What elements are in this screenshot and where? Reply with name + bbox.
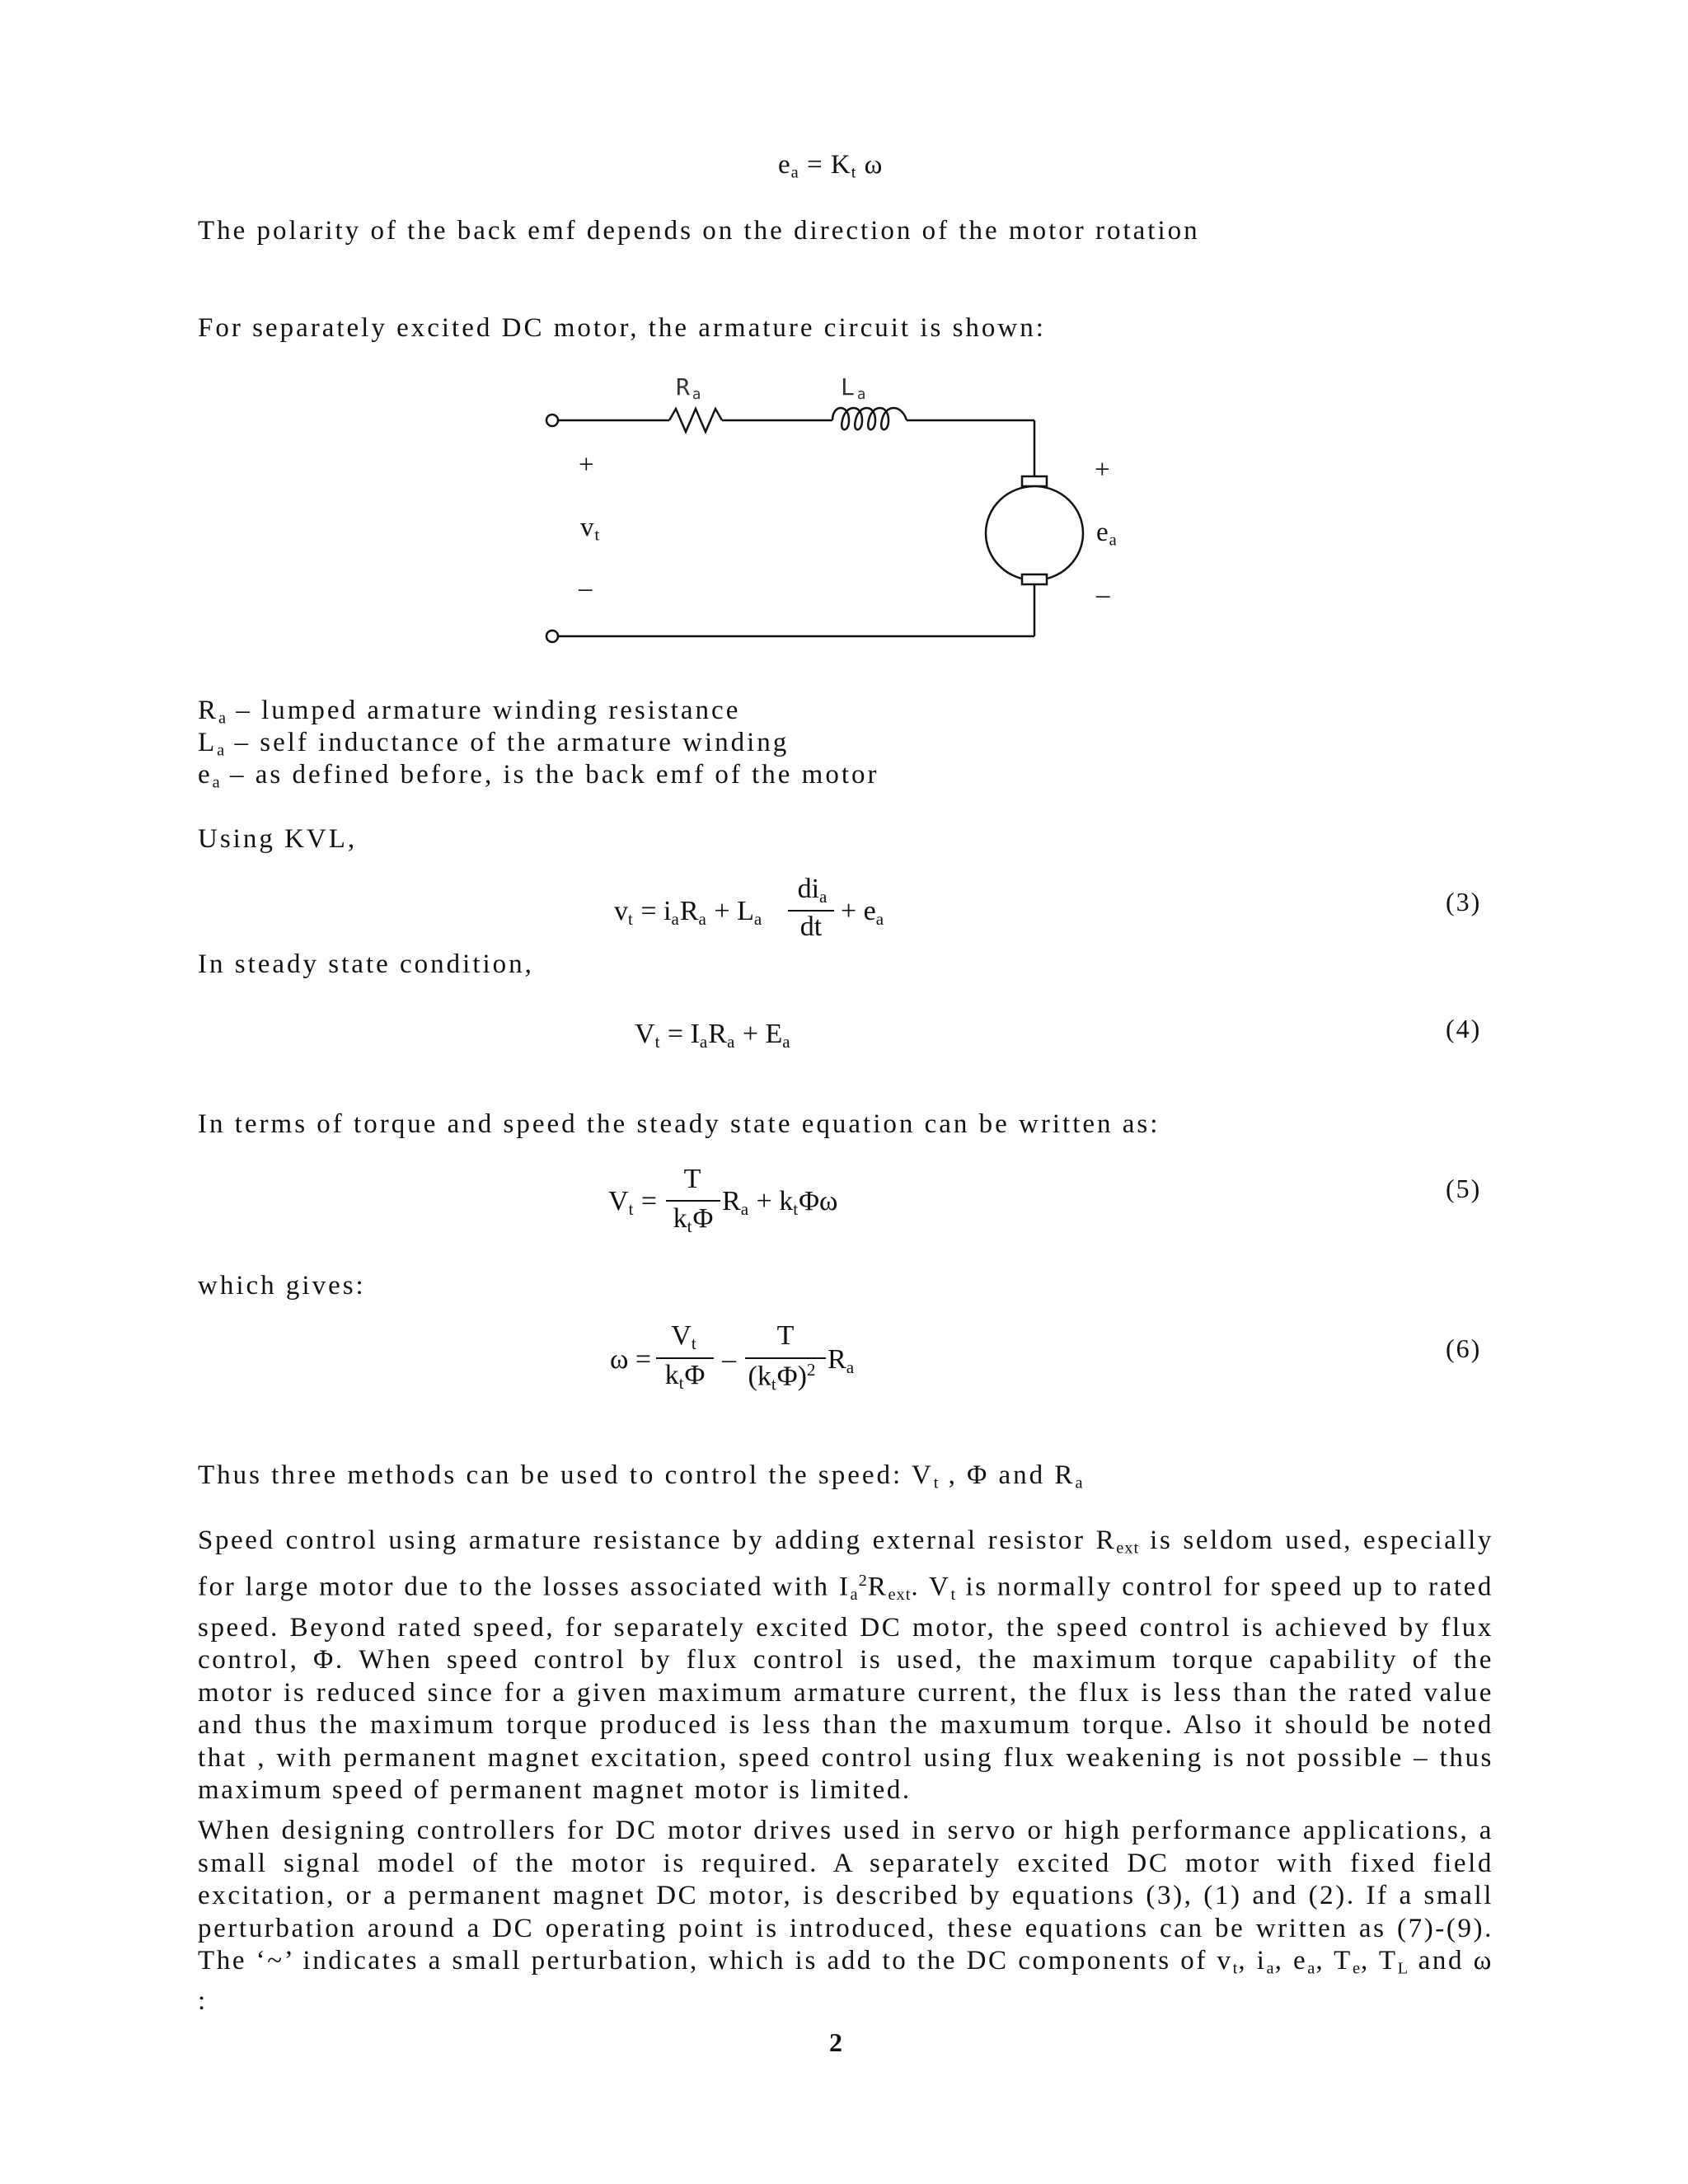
plus-left: + [579,450,597,480]
eq3-denominator: dt [799,912,823,942]
paragraph-small-signal-model: When designing controllers for DC motor drives used in servo or high performance applications, a small signal model of the motor is required. A separately excited DC motor with fixed field excitation, or a permanent magnet DC motor, is described by equations (3), (1) and (2). If a small perturbation around a DC operating point is introduced, these equations can be written as (7)-(9). The ‘~’ indicates a small perturbation, which is add to the DC components of $v_t$, $i_a$, $e_a$, $T_e$, $T_L$ and ω : [198,1816,1494,2017]
three-methods-text: Thus three methods can be used to control the speed: $V_t$ , Φ and $R_a$ [198,1460,1084,1493]
eq5-numerator: T [683,1164,701,1194]
which-gives-text: which gives: [198,1271,366,1301]
definition-ea: $e_a$ – as defined before, is the back emf of the motor [198,760,879,792]
eq3-numerator: $di_a$ [797,874,828,907]
using-kvl-text: Using KVL, [198,824,358,854]
terminal-bottom [546,630,558,642]
motor-symbol [986,486,1083,580]
equation-4: $V_t = I_aR_a + E_a$ [635,1019,791,1052]
equation-3: $v_t = i_aR_a + L_a$ [614,896,763,929]
definition-la: $L_a$ – self inductance of the armature winding [198,728,790,760]
eq3-tail: + $e_a$ [841,896,885,929]
eq6-fraction-bar-1 [656,1357,714,1359]
separately-excited-text: For separately excited DC motor, the armature circuit is shown: [198,313,1046,343]
ra-label: $R_a$ [676,373,702,403]
eq6-denominator-1: $k_t\Phi$ [664,1360,706,1393]
equation-5-rhs: $R_a + k_t\Phi\omega$ [722,1186,838,1219]
equation-5-lhs: $V_t$ = [608,1186,658,1219]
eq6-denominator-2: $(k_t\Phi)^2$ [748,1360,817,1394]
minus-left: – [579,574,595,603]
equation-3-number: (3) [1446,887,1482,916]
eq6-numerator-1: $V_t$ [671,1320,697,1353]
vt-label: $v_t$ [580,513,601,545]
top-equation: $e_a = K_t$ ω [778,150,884,182]
equation-6-lhs: ω = [610,1344,652,1375]
la-label: $L_a$ [841,373,867,403]
torque-speed-text: In terms of torque and speed the steady state equation can be written as: [198,1109,1160,1139]
eq5-fraction-bar [666,1200,720,1202]
equation-6-number: (6) [1446,1333,1482,1363]
terminal-top [546,415,558,426]
plus-right: + [1095,455,1113,485]
equation-4-number: (4) [1446,1014,1482,1043]
inductor-symbol [832,408,907,429]
equation-5-number: (5) [1446,1174,1482,1203]
equation-6-rhs: $R_a$ [828,1344,856,1377]
ea-label: $e_a$ [1096,518,1118,550]
definition-ra: $R_a$ – lumped armature winding resistance [198,696,741,728]
paragraph-speed-control: Speed control using armature resistance by adding external resistor $R_{ext}$ is seldom used, especially for large motor due to the losses associated with $I_a^2R_{ext}$. $V_t$ is normally control for speed up to rated speed. Beyond rated speed, for separately excited DC motor, the speed control is achieved by flux control, Φ. When speed control by flux control is used, the maximum torque capability of the motor is reduced since for a given maximum armature current, the flux is less than the rated value and thus the maximum torque produced is less than the maxumum torque. Also it should be noted that , with permanent magnet excitation, speed control using flux weakening is not possible – thus maximum speed of permanent magnet motor is limited. [198,1526,1493,1806]
page-number: 2 [829,2027,845,2057]
resistor-symbol [669,409,722,432]
minus-right: – [1096,580,1113,610]
eq6-fraction-bar-2 [745,1357,826,1359]
eq5-denominator: $k_t\Phi$ [673,1203,714,1236]
eq6-minus: – [722,1344,736,1375]
steady-state-text: In steady state condition, [198,949,534,979]
eq6-numerator-2: T [776,1320,795,1351]
polarity-text: The polarity of the back emf depends on the direction of the motor rotation [198,216,1200,246]
